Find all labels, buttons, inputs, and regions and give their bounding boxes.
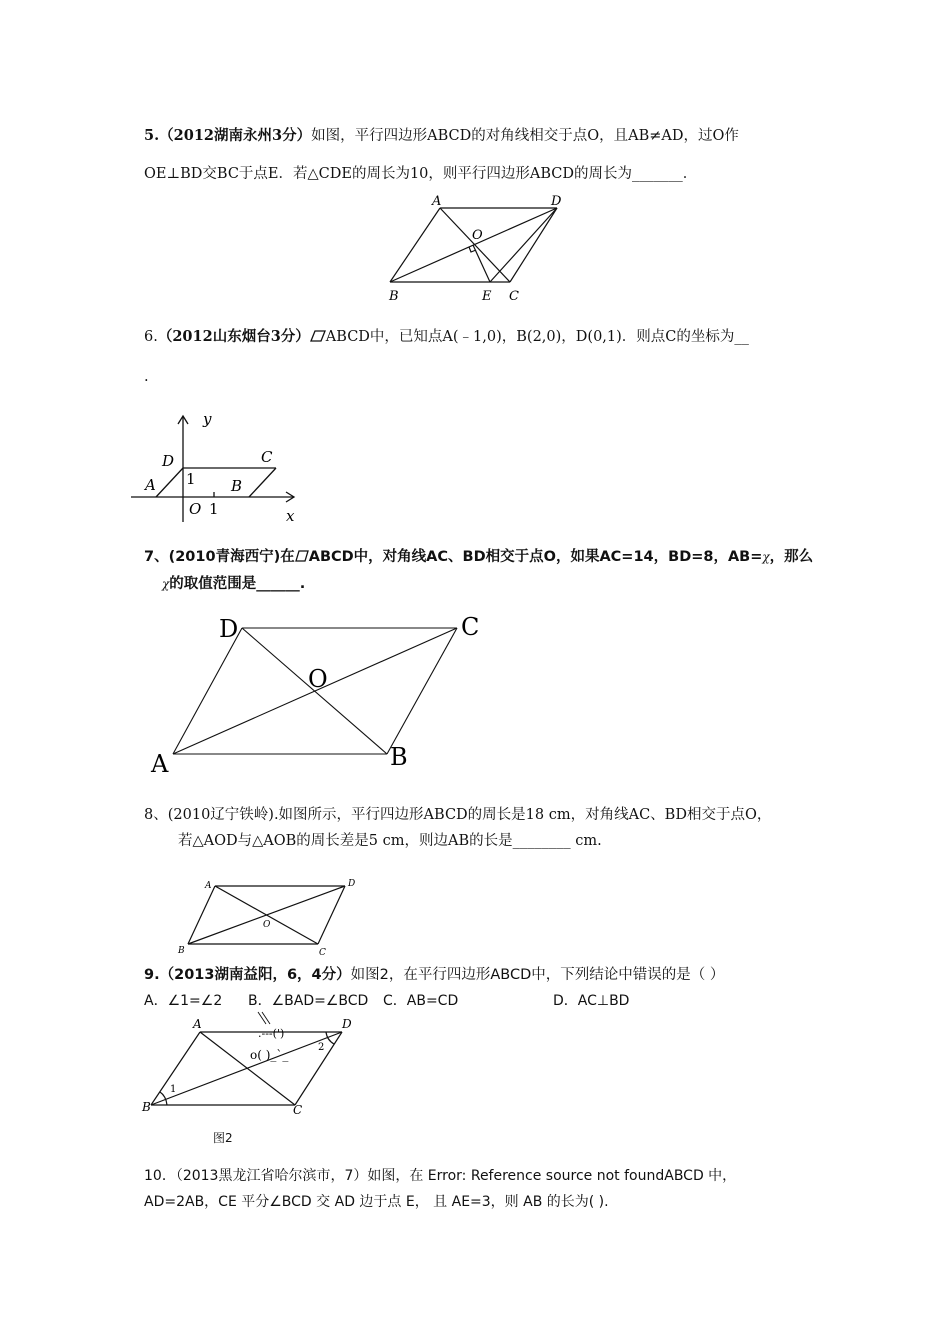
q5-figure [385,194,575,304]
q5-label-a: A [432,194,442,209]
q5-text1: 如图，平行四边形ABCD的对角线相交于点O，且AB≠AD，过O作 [311,128,739,144]
q6-number: 6. [144,329,158,345]
q8-label-o: O [263,920,271,930]
q6-label-y: y [203,410,212,428]
q9-number: 9. [144,967,160,983]
q8-label-d: D [348,879,356,889]
q5-side-cd [510,208,557,282]
q7-text2: 的取值范围是______. [169,576,306,592]
q7-text1c: ，那么 [769,549,814,565]
q7-line2 [162,574,305,594]
q8-label-c: C [319,948,326,958]
parallelogram-symbol-icon [295,550,309,562]
q9-label-o: o( )_`_ [250,1048,289,1062]
q9-label-a: A [193,1017,202,1031]
q5-label-o: O [472,228,483,243]
q9-label-2: 2 [318,1042,325,1053]
q8-line2: 若△AOD与△AOB的周长差是5 cm，则边AB的长是________ cm. [178,833,602,849]
q7-side-ad [173,628,242,754]
q9-option-b: B．∠BAD=∠BCD [248,993,369,1009]
q9-mark-top: .---(') [258,1027,285,1040]
q6-source: （2012山东烟台3分） [157,328,310,345]
q9-label-d: D [342,1017,352,1031]
q7-label-o: O [308,665,328,693]
q8-label-a: A [205,881,212,891]
q8-label-b: B [178,946,185,956]
q7-var-x1: χ [762,550,770,564]
q5-label-c: C [509,289,519,304]
q5-label-d: D [551,194,562,209]
q5-source: （2012湖南永州3分） [159,127,312,144]
q6-figure [128,410,318,530]
q6-label-1-y: 1 [186,470,196,488]
q6-side-ad [156,468,183,497]
q7-text1a: (2010青海西宁)在 [168,549,295,565]
q5-number: 5. [144,127,160,144]
q7-var-x2: χ [162,577,170,591]
q9-diagonal-bd [151,1032,342,1105]
q10-line2: AD=2AB，CE 平分∠BCD 交 AD 边于点 E， 且 AE=3，则 AB 的长为( ). [144,1194,609,1210]
q6-line2: . [144,369,149,385]
q9-option-d: D．AC⊥BD [553,993,630,1009]
q5-label-e: E [482,289,492,304]
q9-caption: 图2 [213,1131,233,1145]
q7-text1b: ABCD中，对角线AC、BD相交于点O，如果AC=14，BD=8，AB= [308,549,763,565]
q5-line2: OE⊥BD交BC于点E．若△CDE的周长为10，则平行四边形ABCD的周长为_______． [144,166,698,182]
q7-number: 7、 [144,549,169,565]
q8-figure [175,876,365,961]
q7-label-c: C [461,613,480,641]
q6-label-x: x [286,507,295,525]
q9-source: （2013湖南益阳，6，4分） [159,967,351,983]
q8-number: 8、 [144,807,168,823]
q6-side-bc [249,468,276,497]
q6-label-1-x: 1 [209,500,219,518]
q9-text1: 如图2，在平行四边形ABCD中，下列结论中错误的是（ ） [350,967,725,983]
q5-line1 [144,126,739,146]
q9-label-c: C [293,1103,303,1117]
q5-label-b: B [389,289,399,304]
q7-label-a: A [151,750,169,778]
q6-line1 [144,327,749,347]
q7-line1 [144,547,813,567]
q9-label-1: 1 [170,1084,177,1095]
q9-angle-1-arc [160,1092,167,1105]
q9-label-b: B [142,1100,151,1114]
q9-figure [138,1010,358,1140]
q10-line1: 10．（2013黑龙江省哈尔滨市，7）如图，在 Error: Reference source not foundABCD 中， [144,1168,737,1184]
q9-options [144,991,844,1011]
q6-label-d: D [162,452,175,470]
q8-line1 [144,805,771,825]
q8-text1: (2010辽宁铁岭).如图所示，平行四边形ABCD的周长是18 cm，对角线AC、BD相交于点O， [167,807,772,823]
q6-label-a: A [145,476,156,494]
q6-label-o: O [189,500,202,518]
parallelogram-symbol-icon [310,330,326,342]
q9-option-c: C．AB=CD [383,993,459,1009]
q9-line1 [144,965,724,985]
q6-label-b: B [231,477,243,495]
q6-label-c: C [261,448,273,466]
q7-side-bc [387,628,457,754]
q7-label-b: B [390,743,408,771]
q7-figure [145,608,495,788]
q6-text1: ABCD中，已知点A(﹣1,0)，B(2,0)，D(0,1)．则点C的坐标为__ [325,329,749,345]
q5-segment-de [490,208,557,282]
q9-option-a: A．∠1=∠2 [144,993,223,1009]
q7-label-d: D [219,615,239,643]
